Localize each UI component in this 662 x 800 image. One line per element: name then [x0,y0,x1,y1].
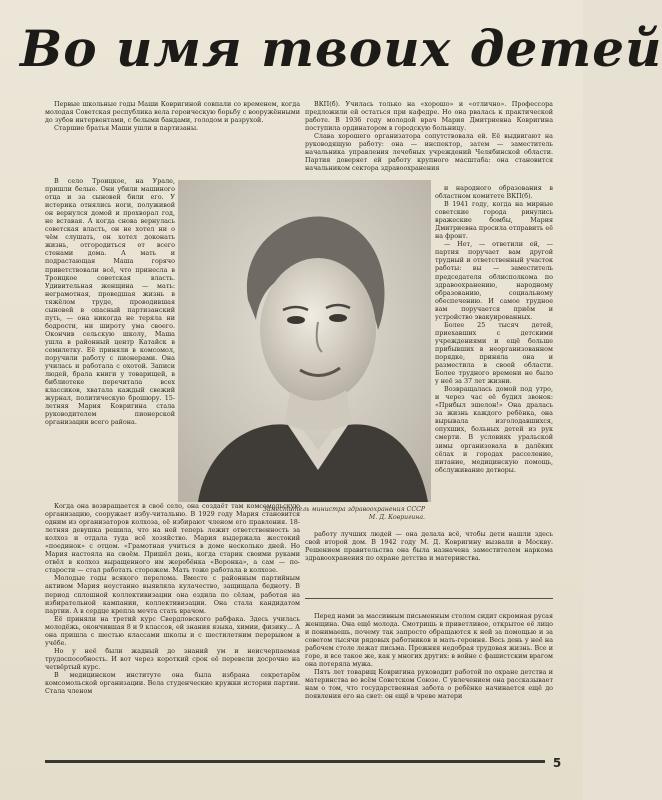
article-column-left-bottom [45,502,300,750]
paragraph: Её приняли на третий курс Свердловского рабфака. Здесь училась молодёжь, окончившая 8 и 9 классов, ей знания языка, химии, физику... А она пришла с шестью классами школы и с шестилетним перерывом в учёбе. [45,614,300,647]
paragraph: — Нет, — ответили ей, — партия поручает вам другой трудный и ответственный участок работы: вы — заместитель председателя облисполкома по здравоохранению, народному образованию, социальному обеспечению. И самое трудное вам поручается приём и устройство эвакуированных. [435,240,553,321]
paragraph: работу лучших людей — она делала всё, чтобы дети нашли здесь свой второй дом. В 1942 году М. Д. Ковригину вызвали в Москву. Решением правительства она была назначена заместителем наркома здравоохранения по охране детства и материнства. [305,530,553,563]
page-number: 5 [552,756,562,770]
paragraph: Молодые годы всякого перелома. Вместе с районным партийным активом Мария неустанно выявляла кулачество, защищала бедноту. В период сплошной коллективизации она ездила по сёлам, работая на избирательной кампании, коллективизации. Она стала кандидатом партии. А в сердце крепла мечта стать врачом. [45,574,300,615]
paragraph: Возвращалась домой под утро, и через час её будил звонок: «Прибыл эшелон!» Она дралась за жизнь каждого ребёнка, она вырывала изголодавшихся, опухших, больных детей из рук смерти. В условиях уральской зимы организовала в далёких сёлах и городах расселение, питание, медицинскую помощь, обслуживание детворы. [435,385,553,474]
article-column-left-top [45,100,300,175]
paragraph: Но у неё были жадный до знаний ум и неисчерпаемая трудоспособность. И вот через короткий срок её перевели досрочно на четвёртый курс. [45,646,300,671]
paragraph: В село Троицкое, на Урале, пришли белые. Они убили машиного отца и за сыновей били его. У истерика отнялись ноги, полуживой он вернулся домой и прохворал год, не вставая. А когда снова вернулась советская власть, он не хотел ни о чём слушать, он хотел доконать жизнь, отгородиться от всего стенами дома. А мать и подрастающая Маша горячо приветствовали всё, что принесла в Троицкое советская власть. Удивительная женщина — мать: неграмотная, проведшая жизнь в тяжёлом труде, проводившая сыновей в опасный партизанский путь, — она никогда не теряла ни бодрости, ни широту ума своего. Окончив сельскую школу, Маша ушла в районный центр Катайск в семилетку. Её приняли в комсомол, поручили работу с пионерами. Она училась и работала с охотой. Записи людей, брала книги у товарищей, в библиотеке перечитала всех классиков, хватала каждый свежий журнал, политическую брошюру. 15-летняя Мария Ковригина стала руководителем пионерской организации всего района. [45,177,175,427]
caption-line: Заместитель министра здравоохранения СССР [263,506,425,513]
paragraph: Пять лет товарищ Ковригина руководит работой по охране детства и материнства во всём Советском Союзе. С увлечением она рассказывает нам о том, что государственная забота о ребёнке начинается ещё до появления его на свет: он ещё в чреве матери [305,668,553,701]
paragraph: Перед нами за массивным письменным столом сидит скромная русая женщина. Она ещё молода. Смотришь в приветливое, открытое её лицо и понимаешь, почему так запросто обращаются к ней за помощью и за советом тысячи рядовых работников и мать-героиня. Весь день у неё на рабочем столе лежат письма. Прежняя недобрая трудовая жизнь. Все и горе, и все такое же, как у многих других: в войне с фашистским врагом она потеряла мужа. [305,612,553,669]
portrait-photo [178,180,431,502]
paragraph: В 1941 году, когда на мирные советские города ринулись вражеские бомбы, Мария Дмитриевна просила отправить её на фронт. [435,200,553,241]
paragraph: Когда она возвращается в своё село, она создаёт там комсомольскую организацию, сооружает избу-читальню. В 1929 году Мария становится одним из организаторов колхоза, её избирают членом его правления. 18-летняя девушка решила, что на ней теперь лежит ответственность за колхоз и отдала туда всё хозяйство. Мария выдержала жестокий «поединок» с отцом. «Грамотная учиться в доме несколько дней. Но Мария настояла на своём. Пришёл день, когда старик своими руками отвёл в колхоз выращенного им жеребёнка «Воронка», а сам — по-старости — стал работать сторожем. Мать тоже работала в колхозе. [45,502,300,575]
article-column-left-middle [45,177,175,502]
caption-line: М. Д. Ковригина. [368,514,425,521]
portrait-illustration [178,180,431,502]
section-divider [305,598,553,599]
footer-rule [45,760,545,763]
article-column-right-top [305,100,553,184]
paragraph: В медицинском институте она была избрана секретарём комсомольской организации. Вела студенческие кружки истории партии. Стала членом [45,670,300,696]
article-column-right-bottom [305,612,553,750]
article-column-right-lower [305,530,553,592]
paragraph: Первые школьные годы Маши Ковригиной совпали со временем, когда молодая Советская республика вела героическую борьбу с вооружёнными до зубов интервентами, с белыми бандами, голодом и разрухой. [45,100,300,125]
paragraph: и народного образования в областном комитете ВКП(б). [435,184,553,201]
paragraph: Более 25 тысяч детей, приехавших с детскими учреждениями и ещё больше прибывших в неорганизованном порядке, приняла она и разместила в своей области. Более трудного времени не было у неё за 37 лет жизни. [435,320,553,386]
paragraph: Старшие братья Маши ушли в партизаны. [54,124,199,133]
article-title: Во имя твоих детей [20,19,662,78]
paragraph: ВКП(б). Училась только на «хорошо» и «отлично». Профессора предложили ей остаться при кафедре. Но она рвалась к практической работе. В 1936 году молодой врач Мария Дмитриевна Ковригина поступила ординатором в городскую больницу. [305,100,553,133]
paragraph: Слава хорошего организатора сопутствовала ей. Её выдвигают на руководящую работу: она — инспектор, затем — заместитель начальника управления лечебных учреждений Челябинской области. Партия доверяет ей работу крупного масштаба: она становится начальником сектора здравоохранения [305,132,553,173]
